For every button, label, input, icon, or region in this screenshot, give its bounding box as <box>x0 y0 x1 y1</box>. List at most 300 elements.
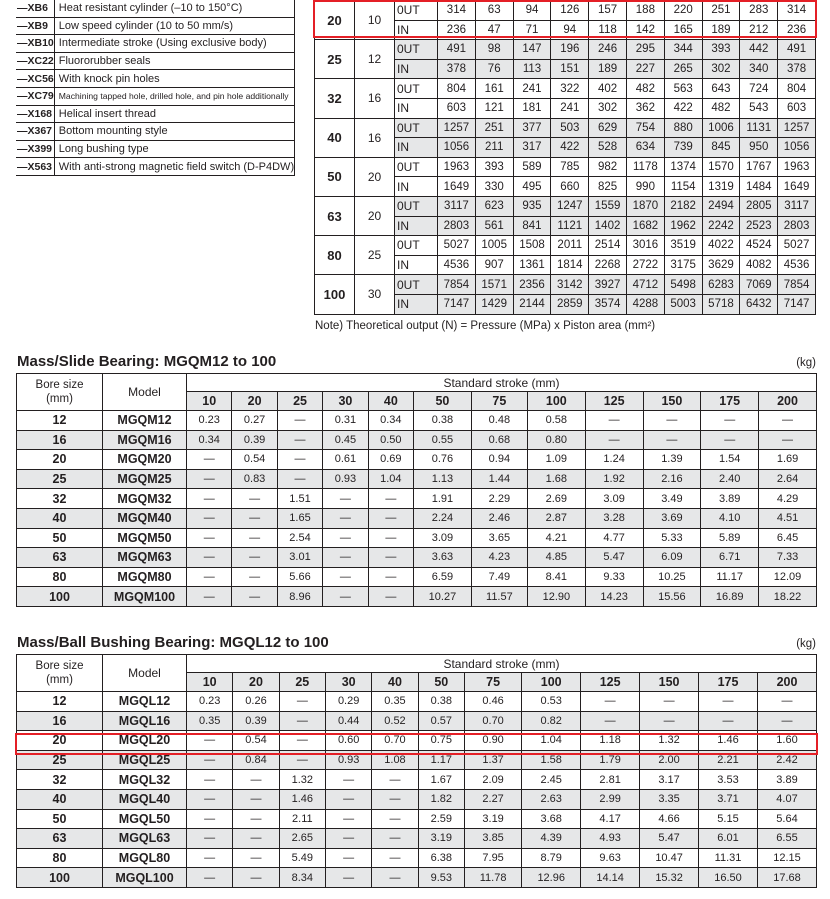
mass-value: 3.85 <box>464 829 521 849</box>
mass-value: — <box>368 489 413 509</box>
output-value: 118 <box>589 20 627 40</box>
mass-value: 0.68 <box>471 430 527 450</box>
model-name: MGQM16 <box>103 430 187 450</box>
bore-size-header: Bore size (mm) <box>17 374 103 411</box>
mass-value: 7.95 <box>464 848 521 868</box>
output-value: 7147 <box>438 294 476 314</box>
output-value: 1361 <box>513 255 551 275</box>
direction-label: 0UT <box>395 196 438 216</box>
mass-value: 1.46 <box>279 789 325 809</box>
mass-value: — <box>323 508 368 528</box>
mass-value: 6.09 <box>643 548 701 568</box>
output-row-out <box>315 1 816 21</box>
mass-value: 11.31 <box>699 848 758 868</box>
mass-value: 3.09 <box>585 489 643 509</box>
mass-value: 4.21 <box>527 528 585 548</box>
output-value: 2805 <box>740 196 778 216</box>
stroke-value: 25 <box>279 673 325 692</box>
output-value: 246 <box>589 40 627 60</box>
output-value: 2356 <box>513 275 551 295</box>
table-row <box>17 450 817 470</box>
output-value: 189 <box>589 59 627 79</box>
direction-label: IN <box>395 98 438 118</box>
mass-value: 8.41 <box>527 567 585 587</box>
bore-size: 80 <box>17 848 103 868</box>
model-name: MGQL50 <box>103 809 187 829</box>
option-row <box>16 35 295 53</box>
output-value: 495 <box>513 177 551 197</box>
mass-value: 0.44 <box>325 711 371 731</box>
bore-size: 20 <box>315 1 355 40</box>
mass-value: 17.68 <box>757 868 816 888</box>
output-value: 503 <box>551 118 589 138</box>
mass-value: — <box>187 567 232 587</box>
output-value: 990 <box>626 177 664 197</box>
output-value: 265 <box>664 59 702 79</box>
mass-value: — <box>232 528 277 548</box>
mass-value: — <box>640 692 699 712</box>
mass-value: 1.39 <box>643 450 701 470</box>
mass-value: — <box>233 829 279 849</box>
output-value: 2011 <box>551 236 589 256</box>
direction-label: IN <box>395 20 438 40</box>
output-value: 935 <box>513 196 551 216</box>
mass-value: — <box>187 750 233 770</box>
mass-value: 5.49 <box>279 848 325 868</box>
mass-value: — <box>187 528 232 548</box>
mass-value: 2.81 <box>581 770 640 790</box>
output-value: 211 <box>475 138 513 158</box>
option-code: —X399 <box>16 140 54 158</box>
output-value: 603 <box>778 98 816 118</box>
mass-value: — <box>187 848 233 868</box>
mass-value: 1.65 <box>277 508 322 528</box>
mass-value: — <box>187 548 232 568</box>
mass-value: 0.50 <box>368 430 413 450</box>
mass-value: 0.57 <box>418 711 464 731</box>
output-value: 322 <box>551 79 589 99</box>
rod-size: 10 <box>355 1 395 40</box>
mass-value: 15.32 <box>640 868 699 888</box>
mass-value: 0.38 <box>418 692 464 712</box>
output-value: 1767 <box>740 157 778 177</box>
option-code: —XC56 <box>16 70 54 88</box>
output-value: 907 <box>475 255 513 275</box>
mass-value: 1.54 <box>701 450 759 470</box>
model-name: MGQM100 <box>103 587 187 607</box>
mass-value: — <box>233 848 279 868</box>
output-value: 804 <box>438 79 476 99</box>
output-value: 317 <box>513 138 551 158</box>
mass-value: 0.93 <box>323 469 368 489</box>
mass-value: 0.82 <box>522 711 581 731</box>
mass-value: 0.54 <box>233 731 279 751</box>
mass-value: 0.53 <box>522 692 581 712</box>
mass-value: — <box>232 548 277 568</box>
direction-label: IN <box>395 59 438 79</box>
output-note: Note) Theoretical output (N) = Pressure (MPa) x Piston area (mm²) <box>315 320 656 332</box>
table-row <box>17 548 817 568</box>
mass-value: — <box>323 528 368 548</box>
mass-value: — <box>279 692 325 712</box>
output-value: 151 <box>551 59 589 79</box>
table-row <box>17 469 817 489</box>
option-description: Low speed cylinder (10 to 50 mm/s) <box>54 17 294 35</box>
mass-value: — <box>187 489 232 509</box>
mass-value: — <box>368 508 413 528</box>
output-value: 2523 <box>740 216 778 236</box>
bore-size: 16 <box>17 430 103 450</box>
output-value: 3629 <box>702 255 740 275</box>
bore-size-header: Bore size (mm) <box>17 655 103 692</box>
mass-value: 4.85 <box>527 548 585 568</box>
output-value: 126 <box>551 1 589 21</box>
mass-value: 3.19 <box>464 809 521 829</box>
mass-value: 0.34 <box>187 430 232 450</box>
mass-value: — <box>323 548 368 568</box>
output-value: 189 <box>702 20 740 40</box>
mass-value: — <box>232 567 277 587</box>
output-value: 314 <box>778 1 816 21</box>
table-row <box>17 692 817 712</box>
mass-value: 2.46 <box>471 508 527 528</box>
mgqm-mass-table <box>16 373 817 607</box>
mass-value: 11.57 <box>471 587 527 607</box>
rod-size: 20 <box>355 196 395 235</box>
mass-value: 3.89 <box>701 489 759 509</box>
model-name: MGQL40 <box>103 789 187 809</box>
mass-value: 0.61 <box>323 450 368 470</box>
output-value: 314 <box>438 1 476 21</box>
mass-value: 0.70 <box>372 731 418 751</box>
mass-value: — <box>277 469 322 489</box>
mass-value: 5.47 <box>585 548 643 568</box>
option-row <box>16 105 295 123</box>
output-value: 377 <box>513 118 551 138</box>
output-value: 378 <box>778 59 816 79</box>
output-value: 402 <box>589 79 627 99</box>
mass-value: 0.60 <box>325 731 371 751</box>
mass-value: — <box>325 848 371 868</box>
direction-label: IN <box>395 294 438 314</box>
mass-value: 3.53 <box>699 770 758 790</box>
table-row <box>17 848 817 868</box>
output-value: 1508 <box>513 236 551 256</box>
model-header: Model <box>103 374 187 411</box>
mgqm-section-title: Mass/Slide Bearing: MGQM12 to 100 <box>17 353 277 370</box>
header-row <box>17 374 817 392</box>
bore-size: 32 <box>315 79 355 118</box>
output-value: 845 <box>702 138 740 158</box>
mass-value: 14.14 <box>581 868 640 888</box>
option-code: —X168 <box>16 105 54 123</box>
direction-label: 0UT <box>395 118 438 138</box>
stroke-header: Standard stroke (mm) <box>187 655 817 673</box>
output-value: 982 <box>589 157 627 177</box>
output-value: 7147 <box>778 294 816 314</box>
mass-value: 2.27 <box>464 789 521 809</box>
mass-value: 1.58 <box>522 750 581 770</box>
output-value: 1247 <box>551 196 589 216</box>
mass-value: — <box>187 770 233 790</box>
theoretical-output-table <box>314 0 816 315</box>
model-name: MGQM50 <box>103 528 187 548</box>
output-value: 2182 <box>664 196 702 216</box>
table-row <box>17 528 817 548</box>
mass-value: 5.15 <box>699 809 758 829</box>
mass-value: 1.51 <box>277 489 322 509</box>
bore-size: 50 <box>17 528 103 548</box>
output-value: 1814 <box>551 255 589 275</box>
option-code: —XB9 <box>16 17 54 35</box>
mass-value: 2.16 <box>643 469 701 489</box>
stroke-value: 40 <box>368 392 413 411</box>
mass-value: — <box>233 770 279 790</box>
mass-value: 12.09 <box>759 567 817 587</box>
output-row-out <box>315 275 816 295</box>
output-value: 181 <box>513 98 551 118</box>
output-value: 2722 <box>626 255 664 275</box>
option-code: —XB10 <box>16 35 54 53</box>
table-row <box>17 789 817 809</box>
mass-value: — <box>187 809 233 829</box>
mass-value: 0.54 <box>232 450 277 470</box>
output-value: 251 <box>475 118 513 138</box>
mass-value: — <box>701 411 759 431</box>
bore-size: 63 <box>315 196 355 235</box>
output-value: 330 <box>475 177 513 197</box>
mass-value: 0.39 <box>233 711 279 731</box>
mass-value: 0.34 <box>368 411 413 431</box>
mass-value: — <box>323 587 368 607</box>
output-value: 4536 <box>438 255 476 275</box>
output-value: 188 <box>626 1 664 21</box>
mass-value: 0.23 <box>187 411 232 431</box>
output-value: 251 <box>702 1 740 21</box>
mass-value: — <box>187 789 233 809</box>
table-row <box>17 411 817 431</box>
output-value: 295 <box>626 40 664 60</box>
mass-value: 11.78 <box>464 868 521 888</box>
bore-size: 80 <box>315 236 355 275</box>
mass-value: 0.48 <box>471 411 527 431</box>
mass-value: 4.51 <box>759 508 817 528</box>
output-value: 1570 <box>702 157 740 177</box>
output-value: 340 <box>740 59 778 79</box>
output-value: 1571 <box>475 275 513 295</box>
output-value: 94 <box>551 20 589 40</box>
model-name: MGQL12 <box>103 692 187 712</box>
output-value: 302 <box>589 98 627 118</box>
stroke-value: 10 <box>187 673 233 692</box>
mass-value: 9.63 <box>581 848 640 868</box>
mass-value: 4.10 <box>701 508 759 528</box>
mass-value: 8.96 <box>277 587 322 607</box>
mass-value: 8.79 <box>522 848 581 868</box>
mass-value: 4.93 <box>581 829 640 849</box>
mass-value: 6.71 <box>701 548 759 568</box>
output-value: 4524 <box>740 236 778 256</box>
output-value: 5027 <box>438 236 476 256</box>
output-value: 71 <box>513 20 551 40</box>
bore-size: 16 <box>17 711 103 731</box>
stroke-value: 150 <box>640 673 699 692</box>
mass-value: 16.89 <box>701 587 759 607</box>
output-value: 785 <box>551 157 589 177</box>
mass-value: 6.38 <box>418 848 464 868</box>
stroke-value: 20 <box>232 392 277 411</box>
mass-value: 3.09 <box>414 528 472 548</box>
stroke-value: 30 <box>323 392 368 411</box>
mass-value: 0.38 <box>414 411 472 431</box>
output-value: 2803 <box>778 216 816 236</box>
mass-value: — <box>372 848 418 868</box>
bore-size: 100 <box>315 275 355 314</box>
mass-value: — <box>233 809 279 829</box>
direction-label: 0UT <box>395 1 438 21</box>
mass-value: — <box>232 489 277 509</box>
output-value: 236 <box>778 20 816 40</box>
mass-value: 8.34 <box>279 868 325 888</box>
bore-size: 50 <box>17 809 103 829</box>
stroke-value: 20 <box>233 673 279 692</box>
output-row-out <box>315 157 816 177</box>
bore-size: 32 <box>17 770 103 790</box>
mass-value: 10.47 <box>640 848 699 868</box>
mass-value: 3.69 <box>643 508 701 528</box>
output-value: 2144 <box>513 294 551 314</box>
mass-value: 4.23 <box>471 548 527 568</box>
output-value: 543 <box>740 98 778 118</box>
output-value: 157 <box>589 1 627 21</box>
output-value: 623 <box>475 196 513 216</box>
output-value: 1963 <box>438 157 476 177</box>
stroke-value: 175 <box>701 392 759 411</box>
mass-value: — <box>325 809 371 829</box>
table-row <box>17 750 817 770</box>
mass-value: — <box>759 430 817 450</box>
rod-size: 16 <box>355 118 395 157</box>
mass-value: 2.29 <box>471 489 527 509</box>
bore-size: 25 <box>17 469 103 489</box>
output-value: 63 <box>475 1 513 21</box>
bore-size: 32 <box>17 489 103 509</box>
table-row <box>17 731 817 751</box>
mass-value: 2.63 <box>522 789 581 809</box>
direction-label: 0UT <box>395 275 438 295</box>
output-value: 422 <box>664 98 702 118</box>
output-value: 220 <box>664 1 702 21</box>
mass-value: 11.17 <box>701 567 759 587</box>
option-code: —XB6 <box>16 0 54 17</box>
mass-value: 0.35 <box>372 692 418 712</box>
option-code: —X367 <box>16 123 54 141</box>
option-row <box>16 52 295 70</box>
mass-value: 1.91 <box>414 489 472 509</box>
model-name: MGQL100 <box>103 868 187 888</box>
mass-value: 4.29 <box>759 489 817 509</box>
output-value: 422 <box>551 138 589 158</box>
model-header: Model <box>103 655 187 692</box>
mass-value: 1.79 <box>581 750 640 770</box>
output-value: 94 <box>513 1 551 21</box>
options-table <box>16 0 295 176</box>
output-value: 76 <box>475 59 513 79</box>
output-value: 2514 <box>589 236 627 256</box>
table-row <box>17 489 817 509</box>
mass-value: 1.69 <box>759 450 817 470</box>
mass-value: — <box>585 430 643 450</box>
mass-value: 7.33 <box>759 548 817 568</box>
mass-value: — <box>585 411 643 431</box>
mass-value: 1.09 <box>527 450 585 470</box>
bore-size: 25 <box>17 750 103 770</box>
mass-value: 7.49 <box>471 567 527 587</box>
mass-value: 1.60 <box>757 731 816 751</box>
mass-value: 1.82 <box>418 789 464 809</box>
option-description: Machining tapped hole, drilled hole, and pin hole additionally <box>54 87 294 105</box>
output-value: 47 <box>475 20 513 40</box>
output-value: 739 <box>664 138 702 158</box>
output-value: 5027 <box>778 236 816 256</box>
option-description: Fluororubber seals <box>54 52 294 70</box>
mass-value: 2.54 <box>277 528 322 548</box>
mass-value: 1.08 <box>372 750 418 770</box>
mass-value: 4.17 <box>581 809 640 829</box>
mass-value: 4.39 <box>522 829 581 849</box>
mass-value: 14.23 <box>585 587 643 607</box>
model-name: MGQL25 <box>103 750 187 770</box>
output-value: 1056 <box>438 138 476 158</box>
mass-value: — <box>643 430 701 450</box>
output-value: 1649 <box>778 177 816 197</box>
mass-value: 3.19 <box>418 829 464 849</box>
output-value: 2268 <box>589 255 627 275</box>
output-value: 6283 <box>702 275 740 295</box>
option-code: —XC22 <box>16 52 54 70</box>
mass-value: 6.01 <box>699 829 758 849</box>
bore-size: 25 <box>315 40 355 79</box>
mass-value: 0.23 <box>187 692 233 712</box>
mass-value: — <box>368 548 413 568</box>
output-value: 1962 <box>664 216 702 236</box>
mass-value: 3.17 <box>640 770 699 790</box>
output-value: 4712 <box>626 275 664 295</box>
mass-value: — <box>325 789 371 809</box>
output-value: 6432 <box>740 294 778 314</box>
mass-value: — <box>187 450 232 470</box>
mass-value: 5.89 <box>701 528 759 548</box>
stroke-header: Standard stroke (mm) <box>187 374 817 392</box>
output-value: 4288 <box>626 294 664 314</box>
mass-value: 2.64 <box>759 469 817 489</box>
mass-value: 0.55 <box>414 430 472 450</box>
output-value: 227 <box>626 59 664 79</box>
output-value: 1559 <box>589 196 627 216</box>
mass-value: 5.66 <box>277 567 322 587</box>
mass-value: — <box>325 868 371 888</box>
output-value: 1154 <box>664 177 702 197</box>
mass-value: — <box>325 770 371 790</box>
mass-value: 3.65 <box>471 528 527 548</box>
mass-value: 0.70 <box>464 711 521 731</box>
mass-value: 2.21 <box>699 750 758 770</box>
mass-value: 1.18 <box>581 731 640 751</box>
output-value: 4082 <box>740 255 778 275</box>
output-value: 482 <box>626 79 664 99</box>
mass-value: 0.90 <box>464 731 521 751</box>
mass-value: — <box>581 692 640 712</box>
